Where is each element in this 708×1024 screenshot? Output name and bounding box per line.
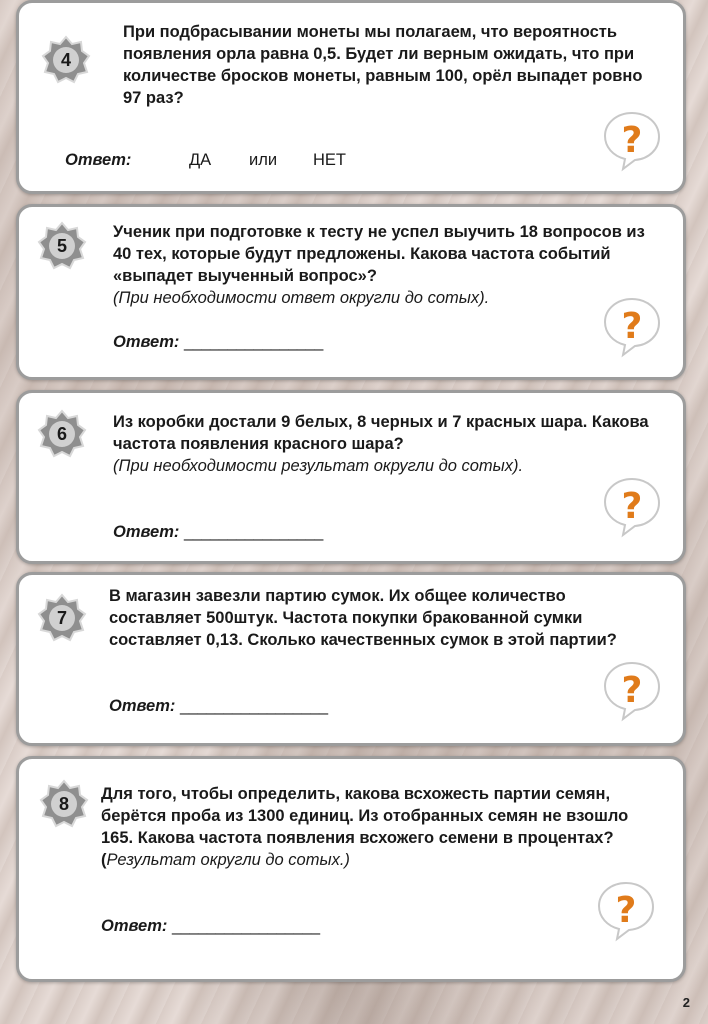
svg-text:?: ?	[621, 670, 643, 711]
answer-label: Ответ:	[113, 523, 180, 541]
answer-field[interactable]: ________________	[184, 523, 323, 541]
page-number: 2	[682, 995, 690, 1010]
question-bubble-icon	[599, 293, 665, 359]
answer-label: Ответ:	[113, 333, 180, 351]
svg-text:?: ?	[615, 890, 637, 931]
question-text: Из коробки достали 9 белых, 8 черных и 7 красных шара. Какова частота появления красного шара? (При необходимости результат округли до сотых).	[113, 411, 663, 477]
choice-no[interactable]: НЕТ	[313, 151, 346, 169]
answer-row	[101, 917, 320, 936]
gear-badge-icon	[41, 35, 91, 85]
question-text: Ученик при подготовке к тесту не успел выучить 18 вопросов из 40 тех, которые будут предложены. Какова частота событий «выпадет выученный вопрос»? (При необходимости ответ округли до сотых).	[113, 221, 653, 309]
answer-row	[113, 333, 323, 352]
gear-badge-icon	[37, 221, 87, 271]
question-bubble-icon	[593, 877, 659, 943]
question-card-7	[16, 572, 686, 746]
question-text: Для того, чтобы определить, какова всхожесть партии семян, берётся проба из 1300 единиц. Из отобранных семян не взошло 165. Какова частота появления всхожего семени в процентах? (Результат округли до сотых.)	[101, 785, 629, 869]
svg-text:?: ?	[621, 120, 643, 161]
question-card-4	[16, 0, 686, 194]
question-card-5	[16, 204, 686, 380]
answer-field[interactable]: _________________	[172, 917, 320, 935]
answer-row	[65, 151, 131, 170]
gear-badge-icon	[37, 409, 87, 459]
gear-badge-icon	[39, 779, 89, 829]
answer-row	[109, 697, 328, 716]
question-number: 6	[56, 423, 67, 444]
question-number: 5	[56, 235, 67, 256]
answer-label: Ответ:	[65, 151, 132, 169]
question-hint: (При необходимости результат округли до сотых).	[113, 457, 524, 475]
question-hint: (При необходимости ответ округли до сотых).	[113, 289, 490, 307]
answer-field[interactable]: _________________	[180, 697, 328, 715]
svg-text:?: ?	[621, 306, 643, 347]
answer-label: Ответ:	[109, 697, 176, 715]
question-card-6	[16, 390, 686, 564]
question-number: 8	[58, 793, 69, 814]
answer-row	[113, 523, 323, 542]
question-bubble-icon	[599, 473, 665, 539]
question-number: 7	[56, 607, 67, 628]
question-hint: Результат округли до сотых.)	[106, 851, 350, 869]
choice-or: или	[249, 151, 278, 169]
gear-badge-icon	[37, 593, 87, 643]
answer-field[interactable]: ________________	[184, 333, 323, 351]
svg-text:?: ?	[621, 486, 643, 527]
answer-label: Ответ:	[101, 917, 168, 935]
choice-yes[interactable]: ДА	[189, 151, 212, 169]
question-text: В магазин завезли партию сумок. Их общее количество составляет 500штук. Частота покупки бракованной сумки составляет 0,13. Сколько качественных сумок в этой партии?	[109, 587, 617, 649]
question-text: При подбрасывании монеты мы полагаем, что вероятность появления орла равна 0,5. Будет ли верным ожидать, что при количестве бросков монеты, равным 100, орёл выпадет ровно 97 раз?	[123, 23, 643, 107]
question-number: 4	[60, 49, 71, 70]
question-bubble-icon	[599, 657, 665, 723]
question-card-8	[16, 756, 686, 982]
question-bubble-icon	[599, 107, 665, 173]
